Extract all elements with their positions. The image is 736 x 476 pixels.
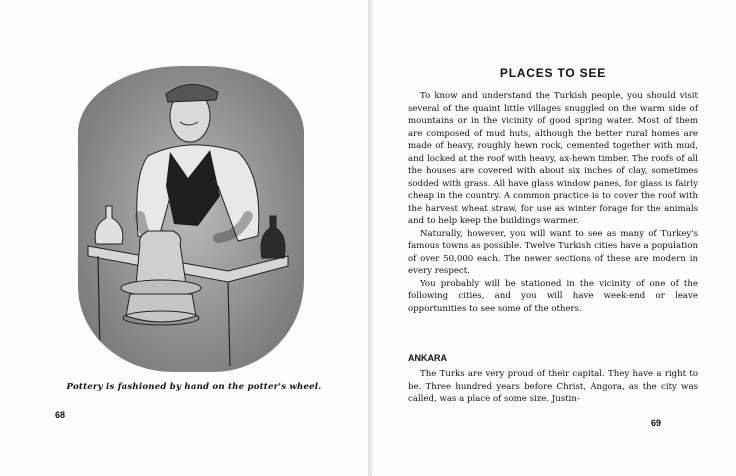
page-number-left: 68 — [55, 410, 66, 420]
subsection-text — [408, 368, 698, 406]
paragraph: To know and understand the Turkish people, you should visit several of the quaint little villages snuggled on the warm side of mountains or in the vicinity of good spring water. Most of them are composed of mud huts, although the better rural homes are made of heavy, roughly hewn rock, cemented together with mud, and locked at the roof with heavy, ax-hewn timber. The roofs of all the houses are covered with about six inches of clay, sometimes sodded with grass. All have glass window panes, for glass is fairly cheap in the country. A common practice is to cover the roof with the harvest wheat straw, for use as winter forage for the animals and to help keep the buildings warmer. — [408, 91, 698, 226]
potter-illustration — [78, 66, 304, 372]
right-page — [372, 0, 736, 476]
paragraph: The Turks are very proud of their capital. They have a right to be. Three hundred years before Christ, Angora, as the city was called, was a place of some size. Justin- — [408, 369, 698, 404]
paragraph: Naturally, however, you will want to see as many of Turkey's famous towns as possible. Twelve Turkish cities have a population of over 50,000 each. The newer sections of these are modern in every respect. — [408, 228, 698, 276]
paragraph: You probably will be stationed in the vicinity of one of the following cities, and you will have week-end or leave opportunities to see some of the others. — [408, 278, 698, 314]
illustration-caption: Pottery is fashioned by hand on the potter's wheel. — [66, 382, 322, 392]
subsection-heading: ANKARA — [408, 353, 447, 363]
page-number-right: 69 — [651, 418, 662, 428]
potter-drawing-icon — [78, 66, 304, 372]
section-title: PLACES TO SEE — [499, 66, 607, 80]
body-text — [408, 90, 698, 315]
